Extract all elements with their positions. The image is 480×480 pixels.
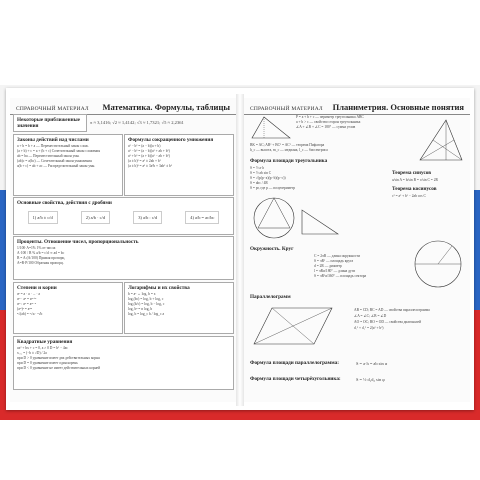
sines-formula: a/sin A = b/sin B = c/sin C = 2R	[392, 178, 438, 182]
log-line: logₐ b = log_c b / log_c a	[128, 312, 165, 316]
triangle-line: P = a + b + c — периметр треугольника ABC	[296, 115, 364, 119]
quadratic-box	[13, 336, 234, 390]
short-mult-line: (a ± b)³ = a³ ± 3a²b + 3ab² ± b³	[128, 164, 172, 168]
percent-title: Проценты. Отношение чисел, пропорциональность	[17, 239, 139, 245]
right-page	[244, 98, 470, 402]
circle-line: S = πR² — площадь круга	[314, 259, 354, 263]
fractions-title: Основные свойства, действия с дробями	[17, 200, 112, 206]
triangle-area-line: S = √(p(p−a)(p−b)(p−c))	[250, 176, 286, 180]
percent-line: A=B·P/100 Обратная пропорц.	[17, 261, 64, 265]
quadratic-line: при D = 0 уравнение имеет один корень	[17, 361, 78, 365]
right-header-label: СПРАВОЧНЫЙ МАТЕРИАЛ	[250, 106, 323, 112]
parallelogram-title: Параллелограмм	[250, 294, 291, 300]
approx-numbers-title: Некоторые приближенные значения	[17, 117, 80, 129]
powers-title: Степени и корни	[17, 285, 57, 291]
fraction-item: 3) a/b : c/d	[133, 211, 162, 224]
triangle-area-line: S = abc / 4R	[250, 181, 268, 185]
log-line: logₐ(b/c) = logₐ b − logₐ c	[128, 302, 165, 306]
log-title: Логарифмы и их свойства	[128, 285, 190, 291]
log-line: logₐ bⁿ = n logₐ b	[128, 307, 153, 311]
parallelogram-line: AO = OC; BO = OD — свойства диагоналей	[354, 320, 421, 324]
fractions-row	[14, 207, 233, 228]
left-header-label: СПРАВОЧНЫЙ МАТЕРИАЛ	[16, 106, 89, 112]
fraction-item: 2) a/b · c/d	[81, 211, 110, 224]
approx-numbers-box	[13, 114, 87, 132]
circle-line: d = 2R — диаметр	[314, 264, 342, 268]
powers-line: aⁿ = a · a · ... · a	[17, 292, 41, 296]
powers-line: (aᵐ)ⁿ = aᵐⁿ	[17, 307, 33, 311]
right-triangle-figure	[300, 208, 340, 236]
triangle-heights-figure	[416, 116, 466, 164]
left-page-header	[10, 98, 236, 115]
triangle-line: ∠A + ∠B + ∠C = 180° — сумма углов	[296, 125, 356, 129]
open-notebook	[6, 88, 474, 410]
triangle-area-title: Формула площади треугольника	[250, 158, 328, 164]
short-mult-line: (a ± b)² = a² ± 2ab + b²	[128, 159, 161, 163]
log-box	[124, 282, 234, 334]
parallelogram-line: ∠A = ∠C; ∠B = ∠D	[354, 314, 387, 318]
circle-line: l = πRα/180° — длина дуги	[314, 269, 356, 273]
laws-line: ab = ba — Переместительный закон умн.	[17, 154, 80, 158]
inscribed-triangle-figure	[252, 196, 296, 240]
short-mult-title: Формулы сокращенного умножения	[128, 137, 214, 143]
fraction-item: 4) a/b = ac/bc	[185, 211, 219, 224]
powers-line: ⁿ√(ab) = ⁿ√a · ⁿ√b	[17, 312, 43, 316]
fraction-item: 1) a/b ± c/d	[28, 211, 58, 224]
laws-line: (ab)c = a(bc) — Сочетательный закон умножения	[17, 159, 92, 163]
triangle-area-line: S = ½ ab sin C	[250, 171, 272, 175]
percent-line: 1/100·A=1% 1% от числа	[17, 246, 56, 250]
log-line: logₐ(bc) = logₐ b + logₐ c	[128, 297, 164, 301]
powers-line: aᵐ : aⁿ = aᵐ⁻ⁿ	[17, 302, 37, 306]
approx-numbers-values: π ≈ 3,1416; √2 ≈ 1,4142; √3 ≈ 1,7321; √5 ≈ 2,2361	[90, 120, 184, 125]
circle-line: S = πR²α/360° — площадь сектора	[314, 274, 367, 278]
quadrilateral-area-title: Формула площади четырёхугольника:	[250, 376, 341, 382]
parallelogram-area-formula: S = a·h = ab sin α	[356, 361, 388, 366]
laws-line: a + b = b + a — Переместительный закон слож.	[17, 144, 89, 148]
triangle-line: BK = AC; AB² + BC² = AC² — теорема Пифагора	[250, 143, 325, 147]
laws-line: a(b + c) = ab + ac — Распределительный закон умн.	[17, 164, 96, 168]
quadratic-line: x₁,₂ = (−b ± √D) / 2a	[17, 351, 47, 355]
parallelogram-area-title: Формула площади параллелограмма:	[250, 360, 339, 366]
short-mult-line: a² − b² = (a − b)(a + b)	[128, 144, 161, 148]
parallelogram-line: d₁² + d₂² = 2(a² + b²)	[354, 326, 384, 330]
percent-line: A·100 / B % a/b = c/d ⇒ ad = bc	[17, 251, 65, 255]
triangle-area-line: S = ½ a·h	[250, 166, 265, 170]
percent-line: B = A:(A/100) Прямая пропорц.	[17, 256, 66, 260]
short-mult-line: a³ − b³ = (a − b)(a² + ab + b²)	[128, 149, 170, 153]
quadratic-line: ax² + bx + c = 0, a ≠ 0 D = b² − 4ac	[17, 346, 68, 350]
parallelogram-figure	[252, 304, 334, 348]
circle-line: C = 2πR — длина окружности	[314, 254, 361, 258]
quadratic-title: Квадратные уравнения	[17, 339, 73, 345]
circle-title: Окружность. Круг	[250, 246, 294, 252]
quadratic-line: при D > 0 уравнение имеет два действительных корня	[17, 356, 100, 360]
quadrilateral-area-formula: S = ½ d₁d₂ sin φ	[356, 377, 385, 382]
powers-box	[13, 282, 123, 334]
sines-title: Теорема синусов	[392, 170, 432, 176]
right-header-title: Планиметрия. Основные понятия	[332, 102, 464, 112]
short-mult-line: a³ + b³ = (a + b)(a² − ab + b²)	[128, 154, 170, 158]
short-mult-box	[124, 134, 234, 196]
triangle-figure	[250, 114, 292, 140]
percent-box	[13, 236, 234, 280]
left-header-title: Математика. Формулы, таблицы	[102, 102, 230, 112]
circle-figure	[412, 238, 464, 290]
laws-title: Законы действий над числами	[17, 137, 89, 143]
laws-box	[13, 134, 123, 196]
triangle-line: h_c — высота, m_c — медиана, l_c — биссектриса	[250, 148, 328, 152]
powers-line: aᵐ · aⁿ = aᵐ⁺ⁿ	[17, 297, 37, 301]
quadratic-line: при D < 0 уравнение не имеет действительных корней	[17, 366, 101, 370]
notebook-spine	[236, 94, 244, 406]
triangle-line: a + b > c — свойство сторон треугольника	[296, 120, 361, 124]
laws-line: (a + b) + c = a + (b + c) Сочетательный закон сложения	[17, 149, 100, 153]
cosines-title: Теорема косинусов	[392, 186, 437, 192]
right-page-header	[244, 98, 470, 115]
log-line: b = aˣ ⇔ logₐ b = x	[128, 292, 156, 296]
left-page	[10, 98, 236, 402]
fractions-box	[13, 197, 234, 235]
parallelogram-line: AB = CD; BC = AD — свойства параллелограмма	[354, 308, 430, 312]
cosines-formula: c² = a² + b² − 2ab cos C	[392, 194, 426, 198]
triangle-area-line: S = pr, где p — полупериметр	[250, 186, 296, 190]
